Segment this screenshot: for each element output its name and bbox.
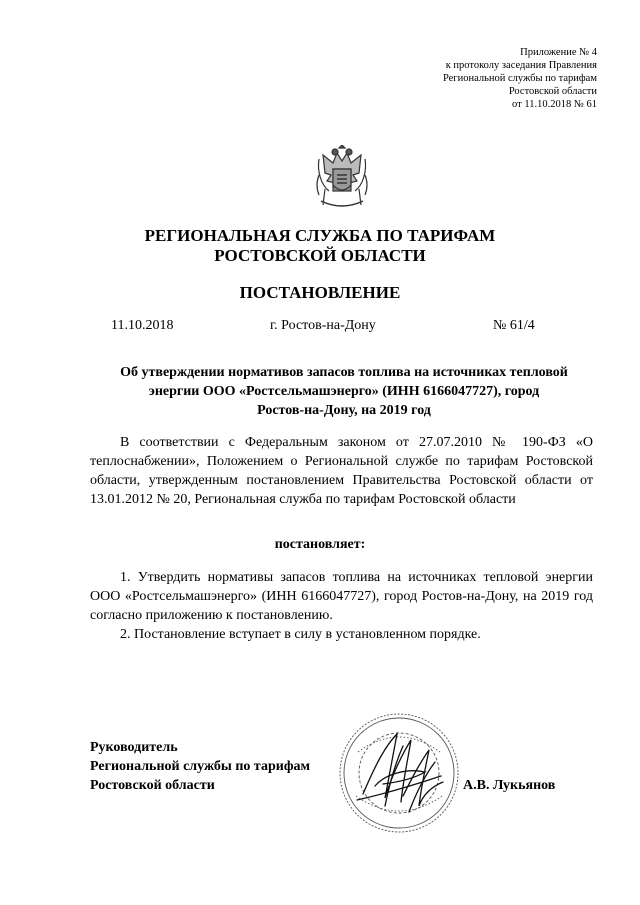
- signer-position-line: Руководитель: [90, 740, 178, 755]
- signer-position: [90, 738, 310, 795]
- subject-line: энергии ООО «Ростсельмашэнерго» (ИНН 6166047727), город: [148, 384, 540, 399]
- signer-name: А.В. Лукьянов: [463, 778, 556, 793]
- resolution-item-1: 1. Утвердить нормативы запасов топлива на источниках тепловой энергии ООО «Ростсельмашэнерго» (ИНН 6166047727), город Ростов-на-Дону, на 2019 год согласно приложению к постановлению.: [90, 570, 593, 623]
- appendix-note: [443, 46, 597, 111]
- org-title-line-1: РЕГИОНАЛЬНАЯ СЛУЖБА ПО ТАРИФАМ: [144, 226, 496, 245]
- resolution-item-2: 2. Постановление вступает в силу в установленном порядке.: [120, 627, 481, 642]
- org-title-line-2: РОСТОВСКОЙ ОБЛАСТИ: [214, 246, 426, 265]
- appendix-line: Региональной службы по тарифам: [442, 73, 597, 84]
- document-date: 11.10.2018: [111, 318, 174, 333]
- subject-line: Об утверждении нормативов запасов топлива на источниках тепловой: [120, 365, 568, 380]
- preamble-paragraph: В соответствии с Федеральным законом от 27.07.2010 № 190-ФЗ «О теплоснабжении», Положением о Региональной службе по тарифам Ростовской области, утвержденным постановлением Правительства Ростовской области от 13.01.2012 № 20, Региональная служба по тарифам Ростовской области: [90, 435, 593, 507]
- appendix-line: от 11.10.2018 № 61: [512, 99, 597, 110]
- signer-position-line: Ростовской области: [90, 778, 215, 793]
- resolves-heading: постановляет:: [274, 537, 366, 552]
- handwritten-signature-icon: [345, 716, 460, 826]
- appendix-line: к протоколу заседания Правления: [445, 60, 597, 71]
- document-type-title: ПОСТАНОВЛЕНИЕ: [239, 283, 401, 302]
- subject-line: Ростов-на-Дону, на 2019 год: [257, 403, 431, 418]
- coat-of-arms-icon: [313, 145, 371, 211]
- document-number: № 61/4: [493, 318, 535, 333]
- appendix-line: Приложение № 4: [520, 47, 597, 58]
- signer-position-line: Региональной службы по тарифам: [90, 759, 311, 774]
- appendix-line: Ростовской области: [508, 86, 597, 97]
- document-city: г. Ростов-на-Дону: [270, 318, 376, 333]
- document-subject: [95, 363, 593, 420]
